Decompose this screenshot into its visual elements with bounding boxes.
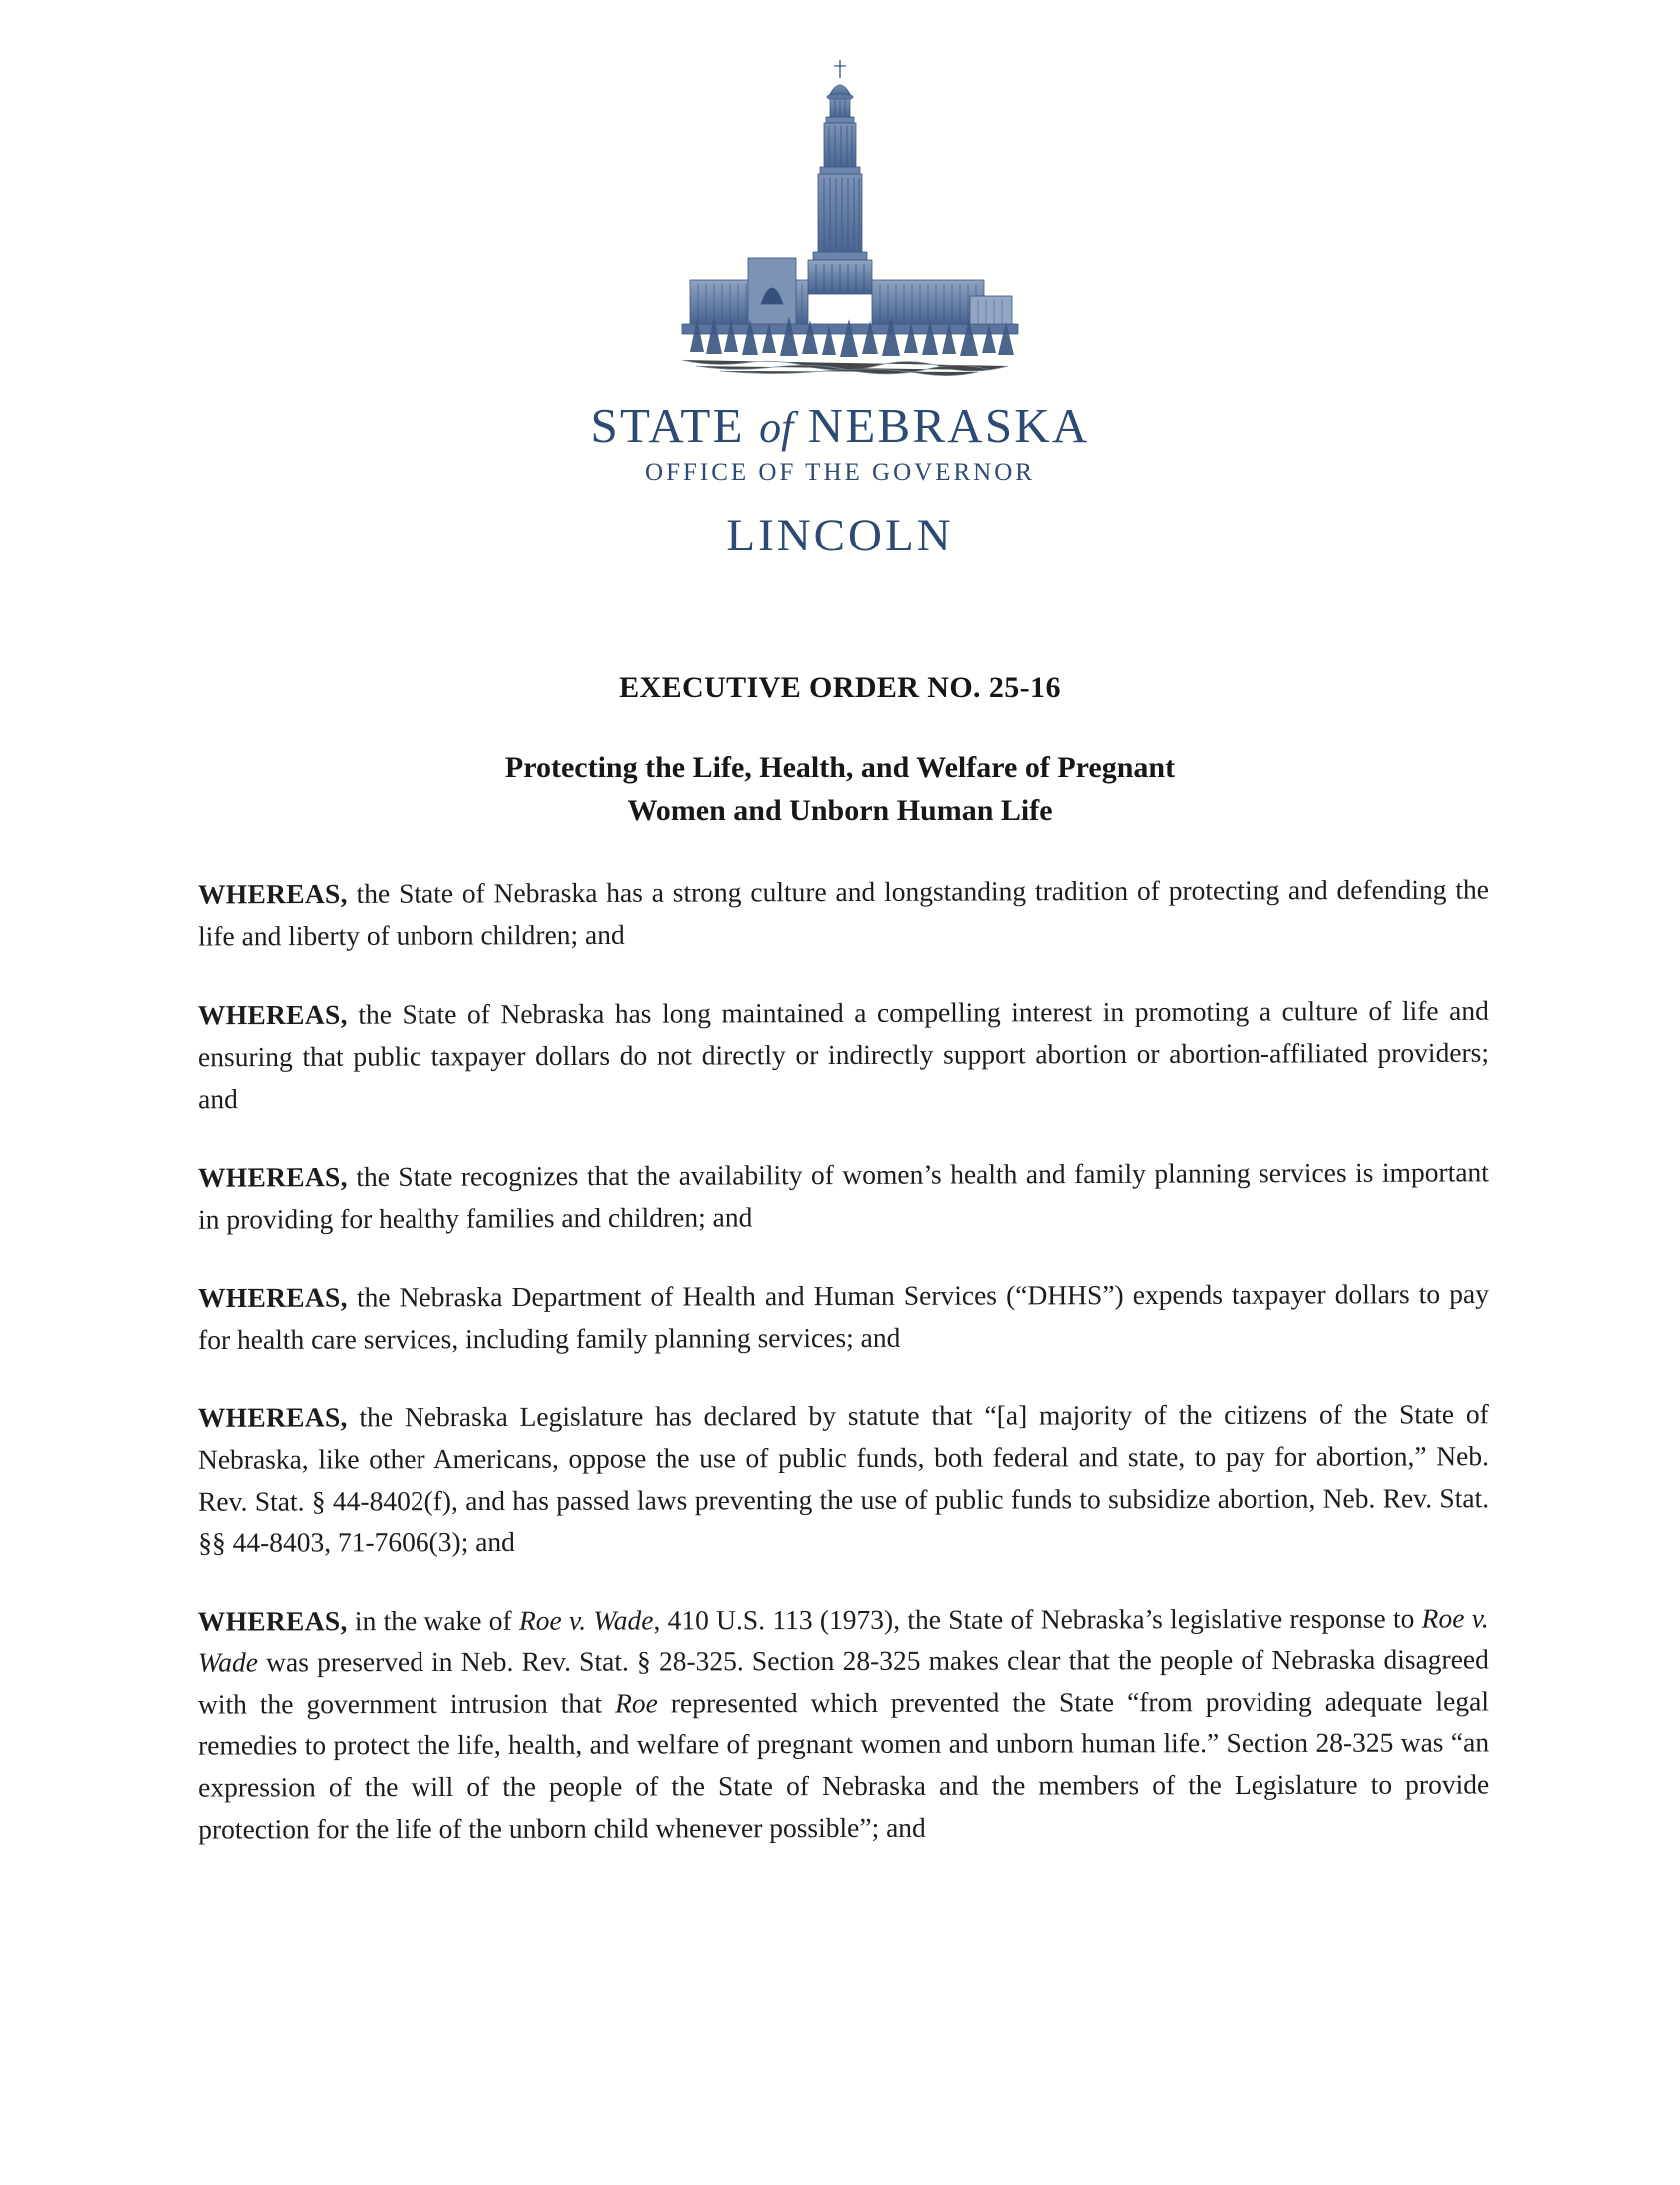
whereas-clause-6 (198, 1598, 1490, 1851)
clause-2-text: the State of Nebraska has long maintained a compelling interest in promoting a culture of life and ensuring that public taxpayer dollars do not directly or indirectly support abortion or abortion-affiliated providers; and (197, 994, 1490, 1114)
letterhead (0, 52, 1680, 562)
clause-6-seg-1: in the wake of (347, 1605, 520, 1637)
subject-line-1: Protecting the Life, Health, and Welfare of Pregnant (504, 751, 1176, 784)
clause-6-seg-4: represented which prevented the State “from providing adequate legal remedies to protect the life, health, and welfare of pregnant women and unborn human life.” Section 28-325 was “an expression of the will of the people of the State of Nebraska and the members of the Legislature to provide protection for the life of the unborn child whenever possible”; and (198, 1685, 1490, 1845)
whereas-clause-3 (198, 1151, 1489, 1240)
case-citation-roe: Roe (615, 1687, 658, 1719)
state-name-line (0, 400, 1680, 451)
whereas-clause-5 (198, 1393, 1489, 1564)
whereas-lead: WHEREAS, (197, 1281, 348, 1313)
of-word: of (759, 403, 794, 452)
whereas-clause-2 (198, 989, 1489, 1119)
whereas-lead: WHEREAS, (197, 1605, 348, 1637)
nebraska-word: NEBRASKA (807, 398, 1090, 453)
clause-1-text: the State of Nebraska has a strong culture and longstanding tradition of protecting and defending the life and liberty of unborn children; and (198, 873, 1489, 952)
clause-6-seg-3: was preserved in Neb. Rev. Stat. § 28-325. Section 28-325 makes clear that the people of Nebraska disagreed with the government intrusion that (197, 1643, 1489, 1720)
executive-order-number: EXECUTIVE ORDER NO. 25-16 (619, 671, 1061, 704)
state-word: STATE (590, 398, 745, 453)
clause-4-text: the Nebraska Department of Health and Human Services (“DHHS”) expends taxpayer dollars to pay for health care services, including family planning services; and (198, 1277, 1489, 1355)
clause-5-text: the Nebraska Legislature has declared by statute that “[a] majority of the citizens of the State of Nebraska, like other Americans, oppose the use of public funds, both federal and state, to pay for abortion,” Neb. Rev. Stat. § 44-8402(f), and has passed laws preventing the use of public funds to subsidize abortion, Neb. Rev. Stat. §§ 44-8403, 71-7606(3); and (197, 1398, 1490, 1559)
whereas-lead: WHEREAS, (197, 1161, 348, 1193)
executive-order-subject (200, 747, 1480, 832)
subject-line-2: Women and Unborn Human Life (627, 793, 1053, 827)
office-of-the-governor-line: OFFICE OF THE GOVERNOR (645, 459, 1035, 487)
clause-6-seg-2: , 410 U.S. 113 (1973), the State of Nebraska’s legislative response to (653, 1602, 1422, 1636)
case-citation-roe-v-wade: Roe v. Wade (518, 1604, 654, 1637)
whereas-clauses (198, 871, 1489, 1849)
city-line: LINCOLN (726, 510, 954, 562)
title-block (200, 671, 1480, 832)
whereas-clause-4 (198, 1273, 1489, 1361)
whereas-lead: WHEREAS, (197, 998, 348, 1030)
whereas-clause-1 (198, 869, 1489, 958)
whereas-lead: WHEREAS, (197, 877, 348, 910)
clause-3-text: the State recognizes that the availability of women’s health and family planning services is important in providing for healthy families and children; and (198, 1156, 1489, 1235)
nebraska-state-capitol-illustration (630, 52, 1050, 382)
whereas-lead: WHEREAS, (197, 1401, 348, 1433)
case-citation-roe-v-wade: Roe v. Wade (197, 1602, 1489, 1678)
